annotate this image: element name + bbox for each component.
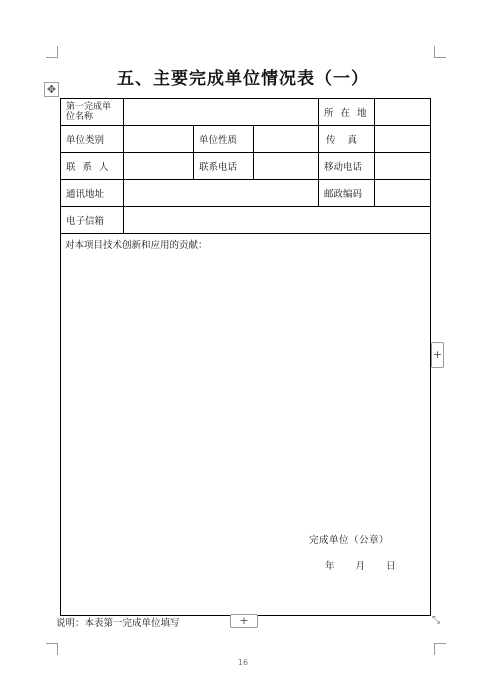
postcode-field[interactable] [375,180,431,207]
mobile-field[interactable] [375,153,431,180]
address-field[interactable] [124,180,319,207]
table-row [61,126,431,153]
table-row [61,180,431,207]
unit-name-field[interactable] [124,99,319,126]
unit-nature-field[interactable] [254,126,319,153]
contribution-field[interactable] [61,234,431,616]
postcode-label: 邮政编码 [319,180,375,207]
table-row [61,207,431,234]
crop-mark-top-left [46,46,58,58]
crop-mark-bottom-left [46,643,58,655]
unit-info-table [60,98,431,616]
contact-phone-field[interactable] [254,153,319,180]
table-move-icon[interactable]: ✥ [44,82,59,97]
table-resize-icon[interactable]: ⤡ [432,615,440,626]
location-field[interactable] [375,99,431,126]
email-field[interactable] [124,207,431,234]
fax-field[interactable] [375,126,431,153]
location-label: 所在地 [319,99,375,126]
seal-label: 完成单位（公章） [309,535,390,546]
unit-category-label: 单位类别 [61,126,124,153]
add-row-icon[interactable]: + [230,614,258,628]
table-row [61,234,431,616]
crop-mark-bottom-right [434,643,446,655]
unit-nature-label: 单位性质 [194,126,254,153]
contact-label: 联系人 [61,153,124,180]
mobile-label: 移动电话 [319,153,375,180]
crop-mark-top-right [434,46,446,58]
table-row [61,99,431,126]
contact-field[interactable] [124,153,194,180]
table-row [61,153,431,180]
date-label: 年 月 日 [325,561,396,572]
fax-label: 传真 [319,126,375,153]
unit-name-label: 第一完成单位名称 [61,99,124,126]
unit-category-field[interactable] [124,126,194,153]
address-label: 通讯地址 [61,180,124,207]
contact-phone-label: 联系电话 [194,153,254,180]
email-label: 电子信箱 [61,207,124,234]
table-note: 说明：本表第一完成单位填写 [56,618,180,629]
add-column-icon[interactable]: + [431,342,444,368]
contribution-label: 对本项目技术创新和应用的贡献： [65,240,208,251]
page-title: 五、主要完成单位情况表（一） [117,69,369,89]
page-number: 16 [237,658,249,667]
